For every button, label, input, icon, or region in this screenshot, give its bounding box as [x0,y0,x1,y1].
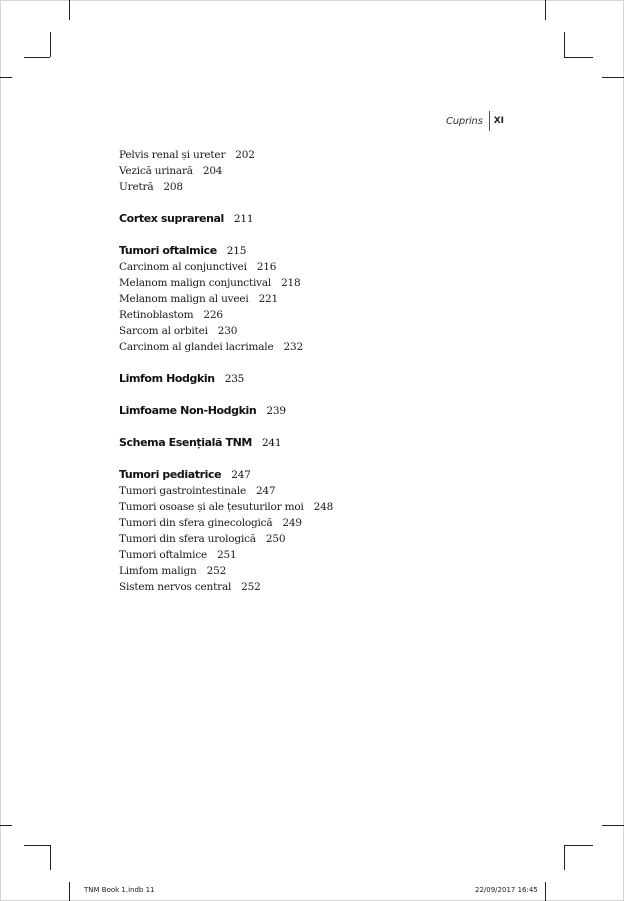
running-header [446,111,504,131]
toc-entry-page: 239 [266,405,286,417]
toc-entry-page: 208 [163,181,183,193]
toc-section-heading [119,243,539,259]
toc-entry [119,275,539,291]
toc-entry-title: Carcinom al conjunctivei [119,261,247,273]
toc-entry [119,483,539,499]
header-page-number: XI [493,116,505,126]
toc-entry-page: 248 [313,501,334,513]
toc-entry-title: Melanom malign al uveei [119,293,249,305]
toc-entry-page: 241 [261,437,282,449]
toc-entry-page: 221 [258,293,279,305]
toc-entry-title: Tumori din sfera ginecologică [119,517,273,529]
toc-entry [119,323,539,339]
toc-entry-page: 250 [265,533,286,545]
toc-entry-title: Tumori osoase și ale țesuturilor moi [119,501,304,513]
toc-entry [119,291,539,307]
footer-file-info: TNM Book 1.indb 11 [84,886,155,894]
toc-entry [119,259,539,275]
toc-entry-title: Tumori gastrointestinale [119,485,247,497]
toc-entry-page: 215 [226,245,247,257]
toc-entry [119,515,539,531]
toc-entry-page: 230 [217,325,238,337]
header-title: Cuprins [446,115,483,127]
toc-entry-title: Retinoblastom [119,309,194,321]
footer-timestamp: 22/09/2017 16:45 [475,886,538,894]
toc-entry [119,179,539,195]
toc-entry-title: Limfoame Non-Hodgkin [119,404,257,417]
toc-section-heading [119,467,539,483]
toc-entry-page: 235 [224,373,245,385]
toc-section-heading [119,403,539,419]
toc-entry [119,531,539,547]
toc-section-heading [119,211,539,227]
toc-entry-title: Pelvis renal și ureter [119,149,226,161]
toc-entry-page: 211 [233,213,254,225]
toc-entry-page: 232 [283,341,303,353]
toc-entry-page: 251 [217,549,237,561]
toc-entry-title: Limfom Hodgkin [119,372,215,385]
toc-entry-title: Carcinom al glandei lacrimale [119,341,274,353]
toc-entry-page: 202 [235,149,255,161]
header-divider [489,111,490,131]
toc-entry [119,339,539,355]
toc-entry-page: 249 [282,517,302,529]
toc-entry-title: Schema Esențială TNM [119,436,252,449]
toc-entry-title: Vezică urinară [119,165,193,177]
toc-entry-title: Melanom malign conjunctival [119,277,272,289]
toc-entry-page: 247 [256,485,276,497]
toc-entry-page: 247 [231,469,251,481]
toc-entry [119,547,539,563]
toc-entry-page: 204 [202,165,223,177]
toc-entry-page: 218 [281,277,301,289]
toc-entry [119,307,539,323]
toc-entry [119,579,539,595]
toc-entry-page: 252 [241,581,261,593]
toc-section-heading [119,371,539,387]
toc-entry [119,147,539,163]
toc-entry-page: 216 [256,261,277,273]
toc-entry-page: 226 [203,309,223,321]
toc-entry-title: Tumori din sfera urologică [119,533,256,545]
toc-entry [119,563,539,579]
toc-entry-title: Tumori oftalmice [119,244,217,257]
toc-entry-title: Uretră [119,181,154,193]
toc-entry-title: Cortex suprarenal [119,212,224,225]
toc-entry-page: 252 [206,565,227,577]
toc-entry-title: Tumori oftalmice [119,549,208,561]
toc-entry-title: Limfom malign [119,565,197,577]
toc-section-heading [119,435,539,451]
toc-entry [119,163,539,179]
toc-entry-title: Sarcom al orbitei [119,325,208,337]
table-of-contents [119,147,539,595]
toc-entry-title: Tumori pediatrice [119,468,222,481]
toc-entry [119,499,539,515]
toc-entry-title: Sistem nervos central [119,581,232,593]
